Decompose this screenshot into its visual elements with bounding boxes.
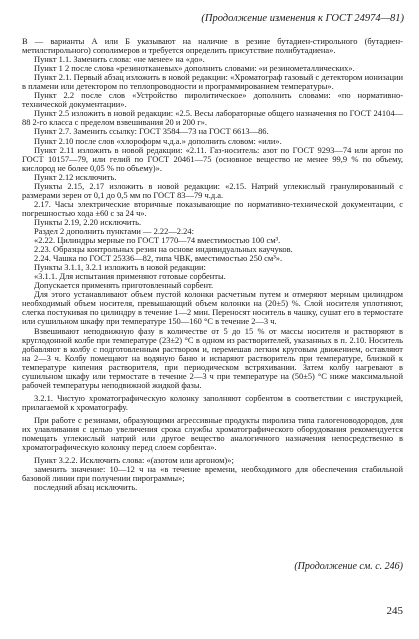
page-header: (Продолжение изменения к ГОСТ 24974—81) [201, 13, 404, 24]
paragraph: Для этого устанавливают объем пустой колонки расчетным путем и отмеряют мерным цилиндром необходимый объем носителя, превышающий объем колонки на (20±5) %. Слой носителя уплотняют, слегка постукивая по цилиндру в течение 1—2 мин. Переносят носитель в чашку, сушат его в термостате или сушильном шкафу при температуре 150—160 °С в течение 2—3 ч. [22, 289, 403, 327]
paragraph: Пункт 2.1. Первый абзац изложить в новой редакции: «Хроматограф газовый с детектором ионизации в пламени или детектором по теплопроводности и программированием температуры». [22, 72, 403, 92]
paragraph: Раздел 2 дополнить пунктами — 2.22—2.24: [34, 225, 194, 236]
paragraph: Пункты 3.1.1, 3.2.1 изложить в новой редакции: [34, 262, 206, 273]
page-number: 245 [386, 605, 403, 617]
paragraph: Пункт 2.7. Заменить ссылку: ГОСТ 3584—73 на ГОСТ 6613—86. [34, 126, 269, 137]
paragraph: Допускается применять приготовленный сорбент. [34, 280, 214, 291]
paragraph: «3.1.1. Для испытания применяют готовые сорбенты. [34, 271, 226, 282]
paragraph: Пункт 2.11 изложить в новой редакции: «2.11. Газ-носитель: азот по ГОСТ 9293—74 или аргон по ГОСТ 10157—79, или гелий по ГОСТ 20461—75 (основное вещество не менее 99,9 % по объему, кислород не более 0,05 % по объему)». [22, 144, 403, 173]
paragraph: Пункт 1 2 после слова «резинотканевых» дополнить словами: «и резинометаллических». [34, 63, 355, 74]
paragraph: Взвешивают неподвижную фазу в количестве от 5 до 15 % от массы носителя и растворяют в круглодонной колбе при температуре (23±2) °С в одном из растворителей, указанных в п. 2.10. Носитель добавляют в колбу с подготовленным раствором и, перемешав легким круговым движением, оставляют на 2—3 ч. Колбу помещают на водяную баню и испаряют растворитель при температуре, близкой к температуре кипения растворителя, при периодическом встряхивании. Затем колбу нагревают в сушильном шкафу или термостате в течение 2—3 ч при температуре на (50±5) °С ниже максимальной рабочей температуры неподвижной жидкой фазы. [22, 325, 403, 390]
paragraph: 3.2.1. Чистую хроматографическую колонку заполняют сорбентом в соответствии с инструкцией, прилагаемой к хроматографу. [22, 392, 403, 412]
paragraph: Пункт 2.5 изложить в новой редакции: «2.5. Весы лабораторные общего назначения по ГОСТ 24104—88 2-го класса с пределом взвешивания 20 и 200 г». [22, 108, 403, 128]
paragraph: Пункты 2.19, 2.20 исключить. [34, 216, 142, 227]
paragraph: При работе с резинами, образующими агрессивные продукты пиролиза типа галогеноводородов, для их улавливания с целью увеличения срока службы хроматографического оборудования рекомендуется помещать углекислый натрий или другое вещество аналогичного назначения непосредственно в хроматографическую колонку перед слоем сорбента». [22, 414, 403, 453]
paragraph: заменить значение: 10—12 ч на «в течение времени, необходимого для обеспечения стабильной базовой линии при получении пирограммы»; [22, 464, 403, 484]
paragraph: «2.22. Цилиндры мерные по ГОСТ 1770—74 вместимостью 100 см³. [34, 235, 281, 246]
paragraph: Пункт 3.2.2. Исключить слова: «(азотом или аргоном)»; [34, 455, 234, 466]
paragraph: последний абзац исключить. [34, 482, 138, 493]
paragraph: 2.24. Чашка по ГОСТ 25336—82, типа ЧВК, вместимостью 250 см³». [34, 253, 283, 264]
paragraph: Пункт 2.10 после слов «хлороформ ч.д.а.» дополнить словом: «или». [34, 135, 282, 146]
paragraph: 2.17. Часы электрические вторичные показывающие по нормативно-технической документации, с погрешностью хода ±60 с за 24 ч». [22, 198, 403, 218]
continuation-note: (Продолжение см. с. 246) [294, 561, 403, 572]
document-body [22, 37, 403, 492]
paragraph: Пункт 2.2 после слов «Устройство пиролитическое» дополнить словами: «по нормативно-технической документации». [22, 90, 403, 110]
paragraph: В — варианты А или Б указывают на наличие в резине бутадиен-стирольного (бутадиен-метилстирольного) сополимеров и требуется определить присутствие полибутадиена». [22, 36, 403, 56]
paragraph: Пункт 1.1. Заменить слова: «не менее» на «до». [34, 54, 205, 65]
paragraph: Пункты 2.15, 2.17 изложить в новой редакции: «2.15. Натрий углекислый гранулированный с размерами зерен от 0,1 до 0,5 мм по ГОСТ 83—79 ч.д.а. [22, 180, 403, 200]
paragraph: Пункт 2.12 исключить. [34, 171, 117, 182]
paragraph: 2.23. Образцы контрольных резин на основе индивидуальных каучуков. [34, 244, 293, 255]
